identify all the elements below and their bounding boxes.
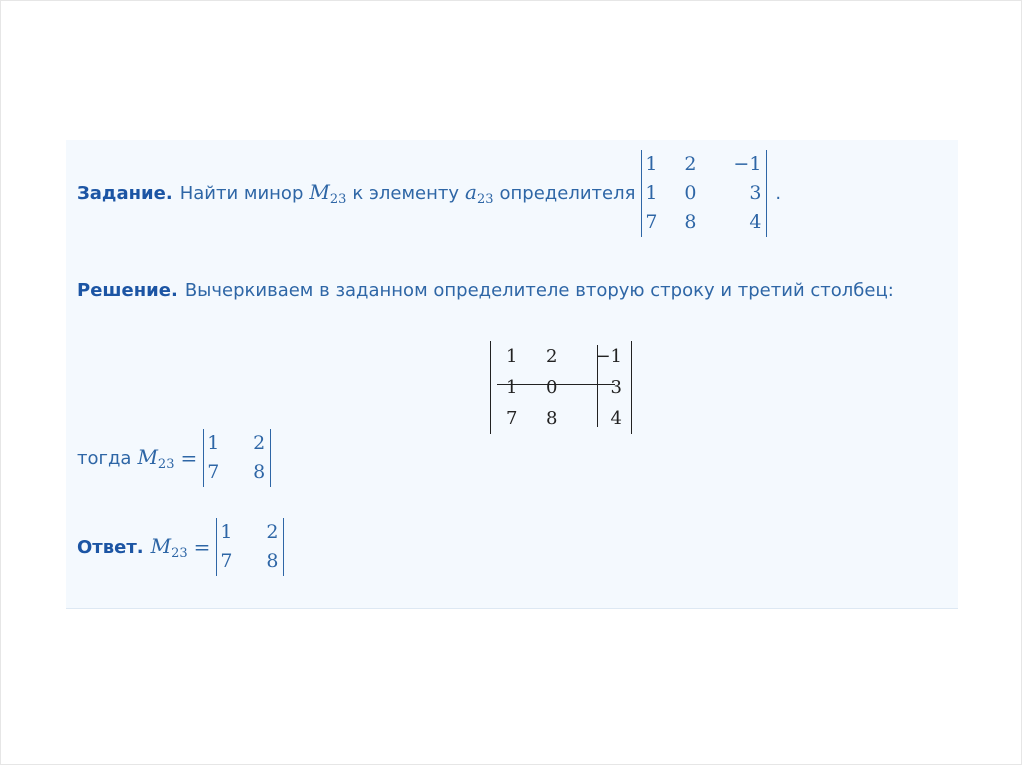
task-determinant: 1 2 −1 1 0 3 7 8 4 xyxy=(641,150,767,237)
column-strike-line xyxy=(597,345,598,427)
then-text: тогда xyxy=(77,447,132,469)
answer-determinant: 1 2 7 8 xyxy=(216,518,284,576)
minor-symbol: $M_{23}$ xyxy=(309,180,347,207)
task-line xyxy=(77,150,781,237)
solution-text: Вычеркиваем в заданном определителе вторую строку и третий столбец: xyxy=(184,280,894,301)
task-label: Задание. xyxy=(77,183,173,204)
then-equals: = xyxy=(180,446,198,470)
answer-minor-symbol: $M_{23}$ xyxy=(150,533,188,561)
task-text-2: к элементу xyxy=(352,183,460,204)
answer-line xyxy=(77,518,284,576)
then-minor-symbol: $M_{23}$ xyxy=(137,444,175,472)
task-text-3: определителя xyxy=(499,183,636,204)
answer-equals: = xyxy=(193,535,211,559)
solution-line xyxy=(77,280,894,301)
solution-label: Решение. xyxy=(77,280,178,301)
task-text-1: Найти минор xyxy=(179,183,304,204)
then-determinant: 1 2 7 8 xyxy=(203,429,271,487)
answer-label: Ответ. xyxy=(77,536,144,558)
task-period: . xyxy=(775,183,782,204)
then-line xyxy=(77,429,271,487)
element-symbol: $a_{23}$ xyxy=(465,180,494,207)
crossed-determinant: 1 2 −1 1 0 3 7 8 4 xyxy=(490,341,632,434)
